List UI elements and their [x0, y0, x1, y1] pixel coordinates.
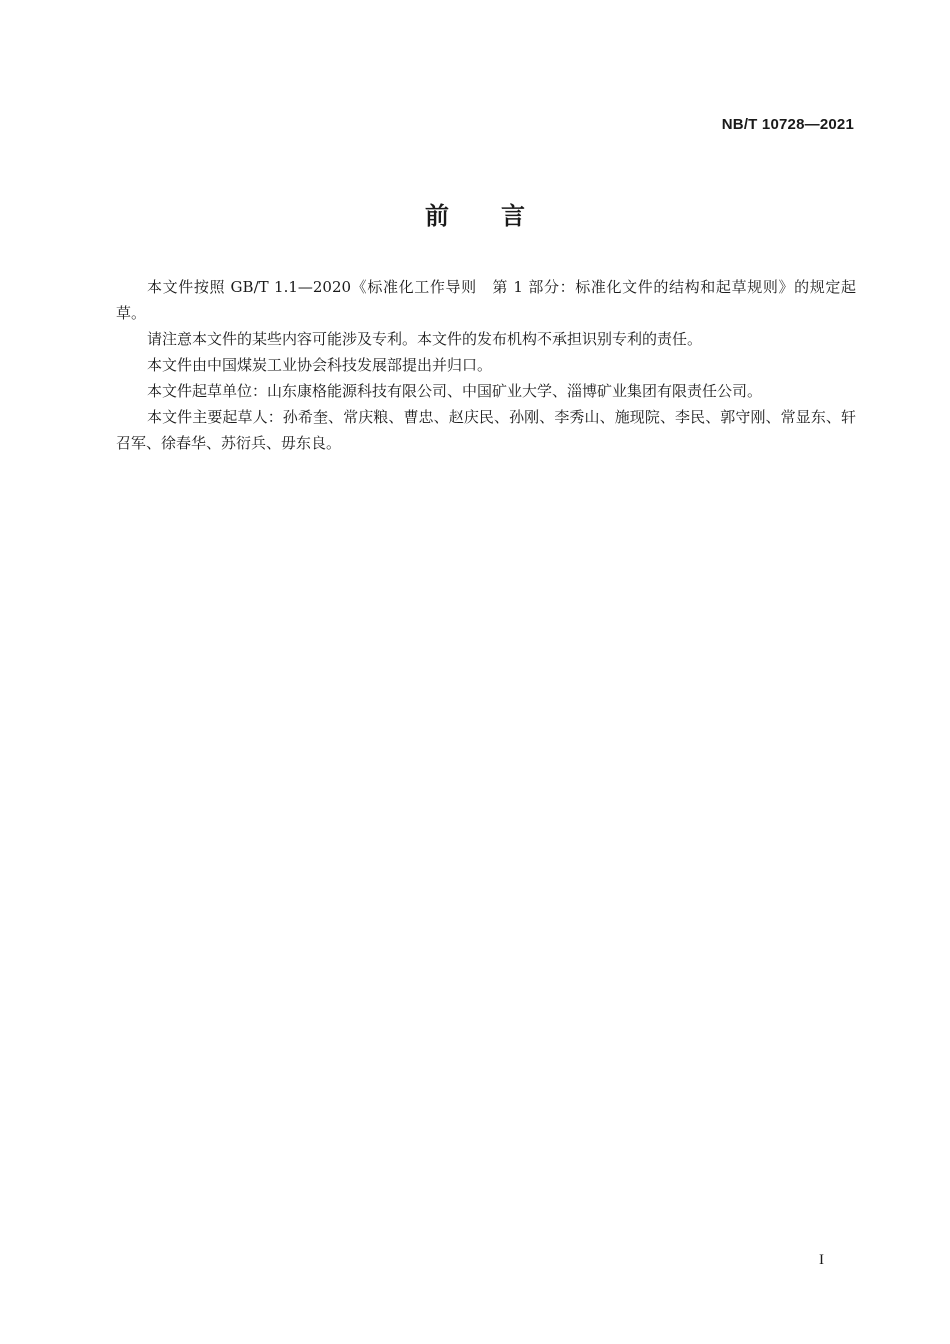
- document-code: NB/T 10728—2021: [721, 116, 854, 133]
- page-number: I: [819, 1252, 824, 1268]
- paragraph-patent-notice: 请注意本文件的某些内容可能涉及专利。本文件的发布机构不承担识别专利的责任。: [147, 330, 703, 348]
- paragraph-proposer: 本文件由中国煤炭工业协会科技发展部提出并归口。: [147, 356, 493, 374]
- paragraph-drafting-units: 本文件起草单位：山东康格能源科技有限公司、中国矿业大学、淄博矿业集团有限责任公司。: [147, 382, 763, 400]
- paragraph-drafting-rules: 本文件按照 GB/T 1.1—2020《标准化工作导则 第 1 部分：标准化文件的结构和起草规则》的规定起草。: [116, 278, 856, 322]
- foreword-body: [116, 274, 856, 456]
- paragraph-drafters: 本文件主要起草人：孙希奎、常庆粮、曹忠、赵庆民、孙刚、李秀山、施现院、李民、郭守刚、常显东、轩召军、徐春华、苏衍兵、毋东良。: [116, 408, 856, 452]
- section-title-char-2: 言: [501, 202, 525, 230]
- section-title: [0, 196, 950, 231]
- section-title-char-1: 前: [425, 202, 449, 230]
